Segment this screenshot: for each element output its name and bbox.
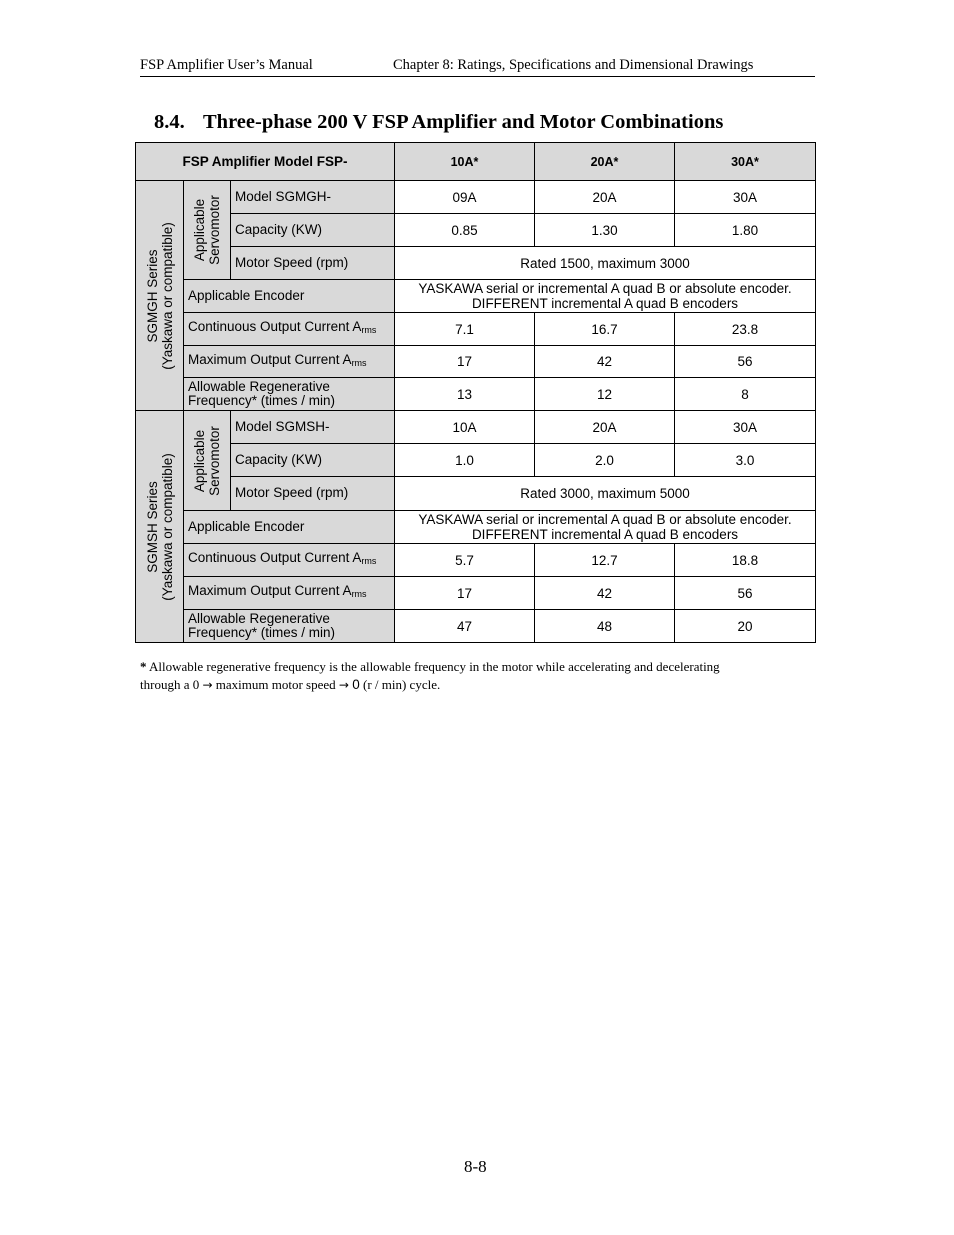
- table-row: [136, 214, 816, 247]
- table-row: [136, 378, 816, 411]
- regenerative-frequency-label: Allowable Regenerative Frequency* (times / min): [184, 610, 395, 643]
- column-header-20a: 20A*: [535, 143, 675, 181]
- right-arrow-icon: →: [338, 678, 349, 692]
- table-row: [136, 280, 816, 313]
- servomotor-label-sgmsh: Applicable Servomotor: [184, 411, 231, 511]
- model-value: 20A: [535, 411, 675, 444]
- table-row: [136, 544, 816, 577]
- table-header-row: [136, 143, 816, 181]
- maximum-current-value: 17: [395, 577, 535, 610]
- regenerative-frequency-label: Allowable Regenerative Frequency* (times / min): [184, 378, 395, 411]
- table-row: [136, 511, 816, 544]
- continuous-current-value: 18.8: [675, 544, 816, 577]
- table-row: [136, 444, 816, 477]
- model-value: 30A: [675, 411, 816, 444]
- encoder-label: Applicable Encoder: [184, 511, 395, 544]
- table-row: [136, 577, 816, 610]
- model-value: 09A: [395, 181, 535, 214]
- table-row: [136, 411, 816, 444]
- maximum-current-value: 17: [395, 346, 535, 378]
- page-number: 8-8: [464, 1157, 487, 1176]
- model-label: Model SGMGH-: [231, 181, 395, 214]
- capacity-value: 1.0: [395, 444, 535, 477]
- speed-label: Motor Speed (rpm): [231, 247, 395, 280]
- table-row: [136, 181, 816, 214]
- capacity-label: Capacity (KW): [231, 444, 395, 477]
- table-row: [136, 610, 816, 643]
- footnote-star: *: [140, 659, 147, 674]
- series-label-sgmsh: SGMSH Series (Yaskawa or compatible): [136, 411, 184, 643]
- encoder-label: Applicable Encoder: [184, 280, 395, 313]
- capacity-value: 3.0: [675, 444, 816, 477]
- column-header-30a: 30A*: [675, 143, 816, 181]
- table-row: [136, 346, 816, 378]
- chapter-title: Chapter 8: Ratings, Specifications and Dimensional Drawings: [393, 57, 754, 73]
- continuous-current-label: Continuous Output Current $A_{rms}$: [184, 544, 395, 577]
- table-row: [136, 247, 816, 280]
- capacity-value: 0.85: [395, 214, 535, 247]
- maximum-current-label: Maximum Output Current $A_{rms}$: [184, 346, 395, 378]
- footnote: * Allowable regenerative frequency is the allowable frequency in the motor while accelerating and decelerating through a 0 → maximum motor speed → 0 (r / min) cycle.: [140, 659, 720, 692]
- maximum-current-value: 56: [675, 346, 816, 378]
- model-value: 10A: [395, 411, 535, 444]
- capacity-value: 1.30: [535, 214, 675, 247]
- model-value: 20A: [535, 181, 675, 214]
- regenerative-frequency-value: 12: [535, 378, 675, 411]
- section-heading: [154, 111, 723, 134]
- table-row: [136, 477, 816, 511]
- maximum-current-value: 56: [675, 577, 816, 610]
- regenerative-frequency-value: 48: [535, 610, 675, 643]
- model-value: 30A: [675, 181, 816, 214]
- regenerative-frequency-value: 8: [675, 378, 816, 411]
- table-row: [136, 313, 816, 346]
- section-number: 8.4.: [154, 111, 185, 133]
- continuous-current-value: 7.1: [395, 313, 535, 346]
- right-arrow-icon: →: [202, 678, 213, 692]
- combinations-table: [135, 142, 816, 643]
- capacity-label: Capacity (KW): [231, 214, 395, 247]
- continuous-current-label: Continuous Output Current $A_{rms}$: [184, 313, 395, 346]
- maximum-current-label: Maximum Output Current $A_{rms}$: [184, 577, 395, 610]
- manual-title: FSP Amplifier User’s Manual: [140, 57, 313, 73]
- amplifier-model-header: FSP Amplifier Model FSP-: [136, 143, 395, 181]
- capacity-value: 2.0: [535, 444, 675, 477]
- continuous-current-value: 5.7: [395, 544, 535, 577]
- continuous-current-value: 16.7: [535, 313, 675, 346]
- maximum-current-value: 42: [535, 346, 675, 378]
- capacity-value: 1.80: [675, 214, 816, 247]
- maximum-current-value: 42: [535, 577, 675, 610]
- speed-value: Rated 3000, maximum 5000: [395, 477, 816, 511]
- continuous-current-value: 12.7: [535, 544, 675, 577]
- regenerative-frequency-value: 13: [395, 378, 535, 411]
- encoder-value: YASKAWA serial or incremental A quad B or absolute encoder. DIFFERENT incremental A quad B encoders: [395, 280, 816, 313]
- continuous-current-value: 23.8: [675, 313, 816, 346]
- footnote-line-1: Allowable regenerative frequency is the allowable frequency in the motor while accelerating and decelerating: [146, 659, 720, 674]
- page-header: [140, 56, 815, 77]
- regenerative-frequency-value: 47: [395, 610, 535, 643]
- regenerative-frequency-value: 20: [675, 610, 816, 643]
- section-title: Three-phase 200 V FSP Amplifier and Motor Combinations: [203, 111, 724, 133]
- column-header-10a: 10A*: [395, 143, 535, 181]
- speed-label: Motor Speed (rpm): [231, 477, 395, 511]
- speed-value: Rated 1500, maximum 3000: [395, 247, 816, 280]
- servomotor-label-sgmgh: Applicable Servomotor: [184, 181, 231, 280]
- model-label: Model SGMSH-: [231, 411, 395, 444]
- encoder-value: YASKAWA serial or incremental A quad B or absolute encoder. DIFFERENT incremental A quad B encoders: [395, 511, 816, 544]
- series-label-sgmgh: SGMGH Series (Yaskawa or compatible): [136, 181, 184, 411]
